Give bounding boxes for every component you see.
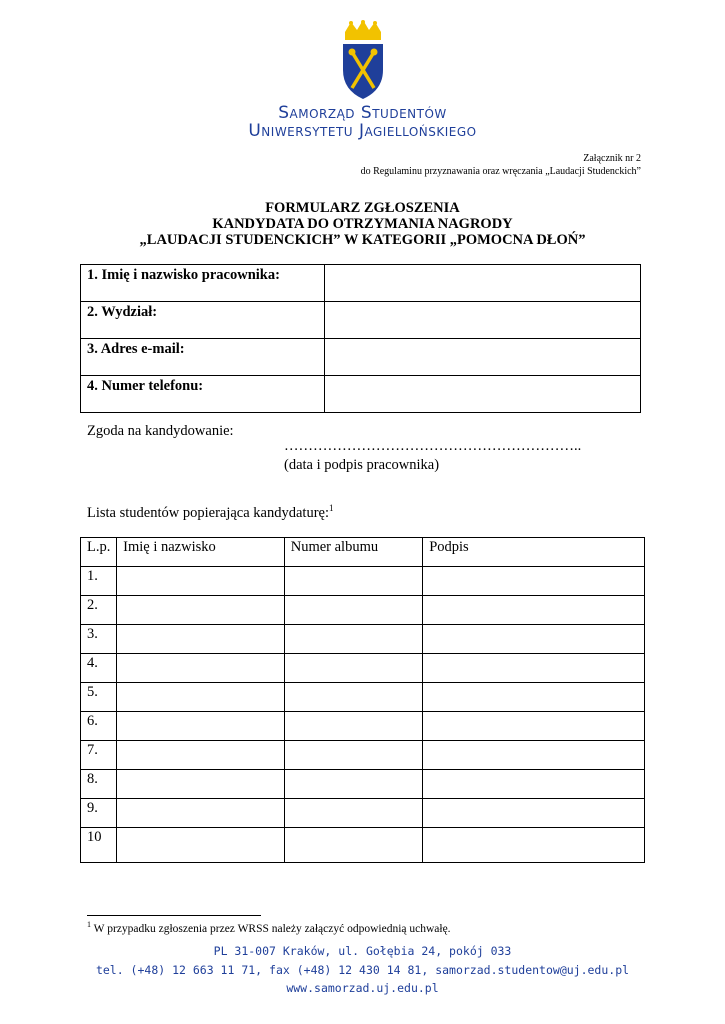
signature-cell[interactable] [423,770,645,799]
signature-cell[interactable] [423,741,645,770]
row-number: 9. [81,799,117,828]
row-number: 8. [81,770,117,799]
signature-cell[interactable] [423,799,645,828]
footnote-text: W przypadku zgłoszenia przez WRSS należy załączyć odpowiednią uchwałę. [91,923,451,935]
album-number-cell[interactable] [284,799,422,828]
title-line1: FORMULARZ ZGŁOSZENIA [265,200,460,216]
student-name-cell[interactable] [117,625,285,654]
column-header-name: Imię i nazwisko [117,538,285,567]
signature-cell[interactable] [423,654,645,683]
table-row [81,683,645,712]
footnote-mark: 1 [87,920,91,929]
signature-cell[interactable] [423,712,645,741]
table-row [81,654,645,683]
row-number: 5. [81,683,117,712]
student-name-cell[interactable] [117,654,285,683]
column-header-album: Numer albumu [284,538,422,567]
field-row [81,376,641,413]
table-row [81,828,645,863]
form-title [0,200,725,248]
field-row [81,339,641,376]
signature-cell[interactable] [423,828,645,863]
field-row [81,265,641,302]
table-row [81,567,645,596]
album-number-cell[interactable] [284,741,422,770]
row-number: 10 [81,828,117,863]
column-header-lp: L.p. [81,538,117,567]
footnote-divider [87,915,261,916]
university-crest-logo [340,20,386,100]
field-row [81,302,641,339]
annex-number: Załącznik nr 2 [583,153,641,164]
row-number: 3. [81,625,117,654]
album-number-cell[interactable] [284,625,422,654]
student-name-cell[interactable] [117,712,285,741]
field-label-name: 1. Imię i nazwisko pracownika: [81,265,325,302]
field-input-email[interactable] [325,339,641,376]
signature-cell[interactable] [423,596,645,625]
field-label-email: 3. Adres e-mail: [81,339,325,376]
album-number-cell[interactable] [284,828,422,863]
student-name-cell[interactable] [117,596,285,625]
candidate-info-table [80,264,641,413]
signature-cell[interactable] [423,567,645,596]
table-row [81,712,645,741]
table-row [81,596,645,625]
row-number: 1. [81,567,117,596]
signature-line[interactable]: …………………………………………………….. [284,438,582,454]
album-number-cell[interactable] [284,567,422,596]
footnote [87,920,451,935]
album-number-cell[interactable] [284,770,422,799]
table-header-row [81,538,645,567]
student-list-heading-text: Lista studentów popierająca kandydaturę: [87,505,329,521]
row-number: 6. [81,712,117,741]
column-header-signature: Podpis [423,538,645,567]
field-label-faculty: 2. Wydział: [81,302,325,339]
album-number-cell[interactable] [284,683,422,712]
signature-cell[interactable] [423,625,645,654]
table-row [81,625,645,654]
footer-contact: tel. (+48) 12 663 11 71, fax (+48) 12 430 14 81, samorzad.studentow@uj.edu.pl [95,963,630,977]
org-name-line2: Uniwersytetu Jagiellońskiego [248,121,477,141]
row-number: 4. [81,654,117,683]
field-input-name[interactable] [325,265,641,302]
student-list-table [80,537,645,863]
student-name-cell[interactable] [117,770,285,799]
row-number: 2. [81,596,117,625]
student-name-cell[interactable] [117,683,285,712]
title-line2: KANDYDATA DO OTRZYMANIA NAGRODY [212,216,513,232]
student-list-heading [87,503,333,522]
signature-cell[interactable] [423,683,645,712]
student-name-cell[interactable] [117,799,285,828]
row-number: 7. [81,741,117,770]
table-row [81,770,645,799]
field-input-faculty[interactable] [325,302,641,339]
album-number-cell[interactable] [284,654,422,683]
footnote-ref: 1 [328,503,334,513]
student-name-cell[interactable] [117,567,285,596]
table-row [81,799,645,828]
field-label-phone: 4. Numer telefonu: [81,376,325,413]
student-name-cell[interactable] [117,828,285,863]
field-input-phone[interactable] [325,376,641,413]
album-number-cell[interactable] [284,596,422,625]
consent-label: Zgoda na kandydowanie: [87,423,234,439]
student-name-cell[interactable] [117,741,285,770]
footer-address: PL 31-007 Kraków, ul. Gołębia 24, pokój 033 [213,944,512,958]
org-name-line1: Samorząd Studentów [278,103,447,123]
annex-reference: do Regulaminu przyznawania oraz wręczania „Laudacji Studenckich” [360,166,641,177]
signature-caption: (data i podpis pracownika) [284,457,440,473]
title-line3: „LAUDACJI STUDENCKICH” W KATEGORII „POMOCNA DŁOŃ” [139,232,586,248]
table-row [81,741,645,770]
album-number-cell[interactable] [284,712,422,741]
annex-note [361,152,641,178]
footer-website-link[interactable]: www.samorzad.uj.edu.pl [286,981,439,995]
